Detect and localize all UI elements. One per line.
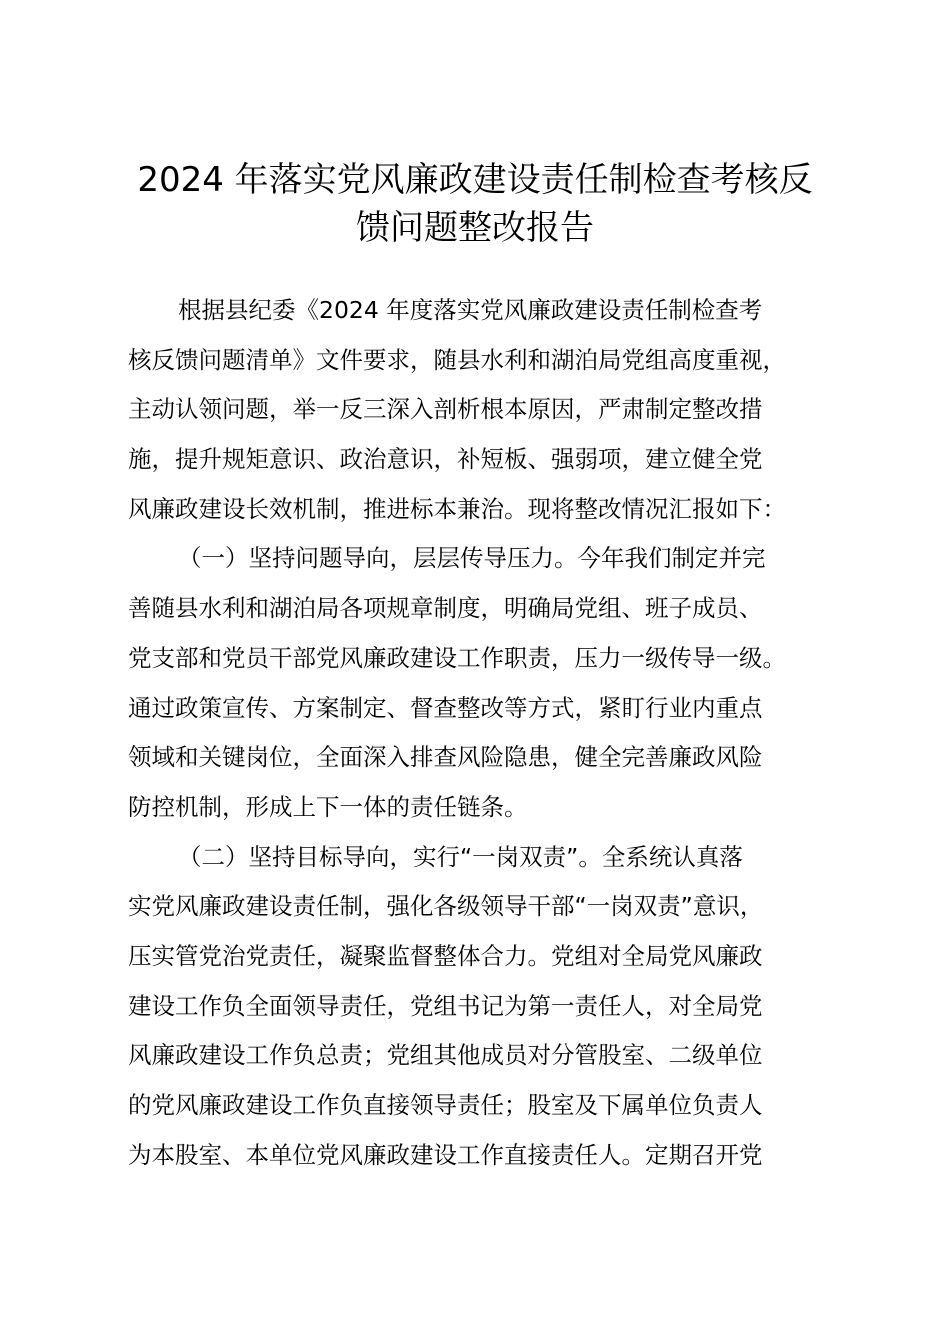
title-line: 馈问题整改报告 (356, 208, 594, 248)
paragraph-section-1 (128, 534, 858, 832)
text-line: 风廉政建设长效机制，推进标本兼治。现将整改情况汇报如下： (128, 494, 786, 523)
text-line: 通过政策宣传、方案制定、督查整改等方式，紧盯行业内重点 (128, 693, 763, 722)
text-line: 实党风廉政建设责任制，强化各级领导干部“一岗双责”意识， (128, 892, 764, 921)
text-line: 风廉政建设工作负总责；党组其他成员对分管股室、二级单位 (128, 1041, 763, 1070)
text-line: 防控机制，形成上下一体的责任链条。 (128, 792, 528, 821)
paragraph-section-2 (128, 833, 858, 1181)
text-line: 根据县纪委《2024 年度落实党风廉政建设责任制检查考 (178, 296, 763, 324)
text-line: （一）坚持问题导向，层层传导压力。今年我们制定并完 (178, 544, 766, 573)
text-line: 领域和关键岗位，全面深入排查风险隐患，健全完善廉政风险 (128, 743, 763, 772)
document-title (100, 156, 850, 252)
text-line: 的党风廉政建设工作负直接领导责任；股室及下属单位负责人 (128, 1091, 763, 1119)
document-body (128, 286, 858, 1180)
text-line: （二）坚持目标导向，实行“一岗双责”。全系统认真落 (178, 842, 743, 871)
paragraph-intro (128, 286, 858, 534)
text-line: 党支部和党员干部党风廉政建设工作职责，压力一级传导一级。 (128, 643, 786, 672)
text-line: 施，提升规矩意识、政治意识，补短板、强弱项，建立健全党 (128, 445, 763, 474)
text-line: 主动认领问题，举一反三深入剖析根本原因，严肃制定整改措 (128, 395, 763, 424)
text-line: 为本股室、本单位党风廉政建设工作直接责任人。定期召开党 (128, 1140, 763, 1169)
title-line: 2024 年落实党风廉政建设责任制检查考核反 (137, 160, 813, 200)
text-line: 压实管党治党责任，凝聚监督整体合力。党组对全局党风廉政 (128, 941, 763, 970)
text-line: 建设工作负全面领导责任，党组书记为第一责任人，对全局党 (128, 991, 763, 1020)
text-line: 核反馈问题清单》文件要求，随县水利和湖泊局党组高度重视， (128, 345, 786, 374)
text-line: 善随县水利和湖泊局各项规章制度，明确局党组、班子成员、 (128, 594, 763, 623)
